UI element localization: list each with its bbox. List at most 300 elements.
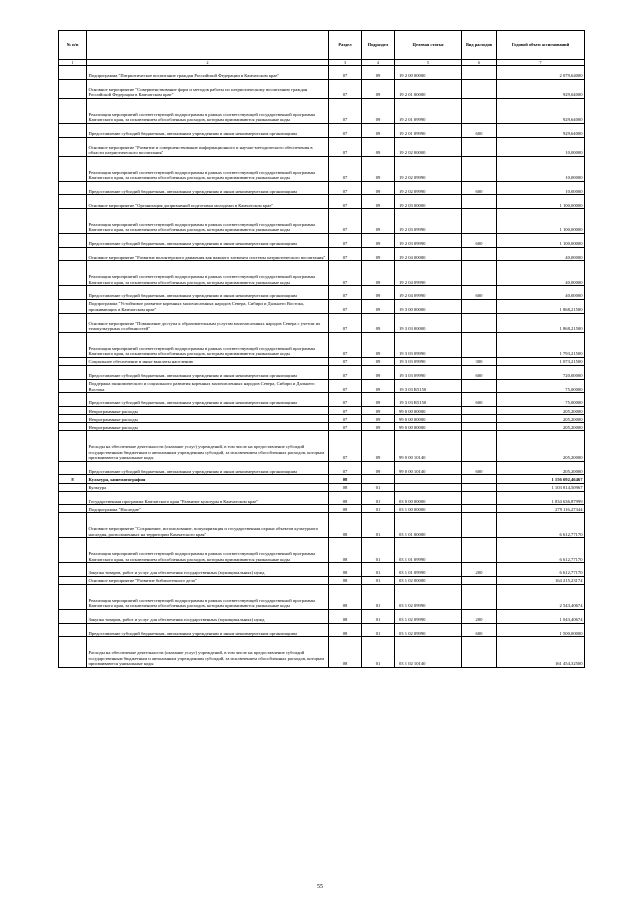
row-section: 08 (329, 563, 362, 577)
row-section: 07 (329, 299, 362, 313)
row-target: 03 1 02 10140 (395, 637, 462, 668)
row-expense-type: 200 (462, 609, 497, 623)
row-amount: 1 156 692,46467 (497, 475, 585, 483)
row-target: 19 3 03 09990 (395, 332, 462, 357)
table-row (59, 365, 585, 379)
row-expense-type (462, 261, 497, 286)
table-row (59, 505, 585, 513)
row-name: Основное мероприятие "Организация допризывной подготовки молодежи в Камчатском крае" (87, 195, 329, 209)
row-number (59, 513, 87, 538)
row-target: 19 2 03 09990 (395, 234, 462, 248)
row-name: Поддержка экономического и социального развития коренных малочисленных народов Севера, Сибири и Дальнего Востока (87, 379, 329, 393)
row-target: 19 3 03 09990 (395, 357, 462, 365)
row-number (59, 423, 87, 431)
row-subsection: 09 (362, 332, 395, 357)
row-number (59, 234, 87, 248)
row-subsection: 09 (362, 234, 395, 248)
row-number (59, 299, 87, 313)
row-number (59, 332, 87, 357)
table-row (59, 623, 585, 637)
table-row (59, 475, 585, 483)
row-name: Непрограммные расходы (87, 423, 329, 431)
row-number (59, 637, 87, 668)
row-amount: 929,64000 (497, 98, 585, 123)
row-expense-type (462, 247, 497, 261)
row-subsection: 09 (362, 156, 395, 181)
row-subsection: 01 (362, 585, 395, 610)
row-number (59, 623, 87, 637)
row-amount: 205,20000 (497, 407, 585, 415)
row-amount: 10,00000 (497, 181, 585, 195)
row-subsection: 09 (362, 365, 395, 379)
row-section: 07 (329, 423, 362, 431)
table-row (59, 123, 585, 137)
row-section: 07 (329, 234, 362, 248)
row-expense-type: 200 (462, 563, 497, 577)
row-expense-type (462, 585, 497, 610)
row-section: 08 (329, 491, 362, 505)
row-section: 07 (329, 379, 362, 393)
row-target: 19 3 03 R5150 (395, 393, 462, 407)
row-target: 19 2 02 09990 (395, 156, 462, 181)
row-subsection: 09 (362, 423, 395, 431)
row-subsection: 09 (362, 181, 395, 195)
row-section: 07 (329, 137, 362, 156)
row-amount: 1 868,21500 (497, 299, 585, 313)
col-index: 3 (329, 60, 362, 66)
row-name: Предоставление субсидий бюджетным, автономным учреждениям и иным некоммерческим организациям (87, 234, 329, 248)
row-amount: 10,00000 (497, 137, 585, 156)
table-row (59, 181, 585, 195)
row-target: 19 2 01 00000 (395, 79, 462, 98)
row-amount: 205,20000 (497, 415, 585, 423)
row-target: 03 1 01 09990 (395, 538, 462, 563)
row-section: 07 (329, 286, 362, 300)
row-name: Подпрограмма "Наследие" (87, 505, 329, 513)
row-subsection: 01 (362, 637, 395, 668)
table-row (59, 357, 585, 365)
table-row (59, 379, 585, 393)
row-section: 07 (329, 261, 362, 286)
row-name: Государственная программа Камчатского края "Развитие культуры в Камчатском крае" (87, 491, 329, 505)
table-row (59, 209, 585, 234)
row-section: 08 (329, 505, 362, 513)
row-amount: 1 100,00000 (497, 234, 585, 248)
col-header-vr: Вид расходов (462, 31, 497, 60)
row-name: Закупка товаров, работ и услуг для обеспечения государственных (муниципальных) нужд (87, 563, 329, 577)
row-section: 08 (329, 483, 362, 491)
row-number (59, 505, 87, 513)
row-name: Расходы на обеспечение деятельности (оказание услуг) учреждений, в том числе на предоставление субсидий государственным бюджетным и автономным учреждениям субсидий, за исключением обособленных расходов, которым присваиваются уникальные коды (87, 431, 329, 462)
row-amount: 1 043,40674 (497, 609, 585, 623)
row-expense-type (462, 98, 497, 123)
row-name: Закупка товаров, работ и услуг для обеспечения государственных (муниципальных) нужд (87, 609, 329, 623)
table-row (59, 332, 585, 357)
row-target: 19 2 00 00000 (395, 66, 462, 80)
row-number (59, 313, 87, 332)
row-section: 08 (329, 475, 362, 483)
row-name: Основное мероприятие "Развитие библиотечного дела" (87, 576, 329, 584)
row-amount: 1 500,00000 (497, 623, 585, 637)
row-number (59, 137, 87, 156)
row-section: 08 (329, 576, 362, 584)
row-expense-type (462, 491, 497, 505)
row-target: 03 1 02 09990 (395, 623, 462, 637)
row-subsection: 09 (362, 357, 395, 365)
row-amount: 205,20000 (497, 461, 585, 475)
row-amount: 75,00000 (497, 379, 585, 393)
row-amount: 1 073,21500 (497, 357, 585, 365)
col-header-section: Раздел (329, 31, 362, 60)
row-section: 07 (329, 195, 362, 209)
row-subsection: 09 (362, 461, 395, 475)
row-target: 03 1 02 09990 (395, 585, 462, 610)
row-name: Реализация мероприятий соответствующей подпрограммы в рамках соответствующей государственной программы Камчатского края, за исключением обособленных расходов, которым присваиваются уникальные коды (87, 98, 329, 123)
row-name: Расходы на обеспечение деятельности (оказание услуг) учреждений, в том числе на предоставление субсидий государственным бюджетным и автономным учреждениям субсидий, за исключением обособленных расходов, которым присваиваются уникальные коды (87, 637, 329, 668)
row-expense-type (462, 332, 497, 357)
row-amount: 40,00000 (497, 247, 585, 261)
row-subsection: 09 (362, 261, 395, 286)
row-expense-type (462, 299, 497, 313)
row-subsection: 01 (362, 505, 395, 513)
row-name: Предоставление субсидий бюджетным, автономным учреждениям и иным некоммерческим организациям (87, 461, 329, 475)
row-amount: 10,00000 (497, 156, 585, 181)
row-target: 19 3 03 R5150 (395, 379, 462, 393)
row-subsection: 01 (362, 513, 395, 538)
row-amount: 1 103 814,50967 (497, 483, 585, 491)
row-expense-type: 600 (462, 461, 497, 475)
row-subsection: 09 (362, 393, 395, 407)
row-expense-type (462, 538, 497, 563)
row-name: Предоставление субсидий бюджетным, автономным учреждениям и иным некоммерческим организациям (87, 365, 329, 379)
table-row (59, 407, 585, 415)
col-header-no: № п/п (59, 31, 87, 60)
row-subsection: 01 (362, 609, 395, 623)
row-name: Предоставление субсидий бюджетным, автономным учреждениям и иным некоммерческим организациям (87, 181, 329, 195)
row-target: 19 2 04 00000 (395, 247, 462, 261)
row-target: 19 2 02 00000 (395, 137, 462, 156)
budget-table (58, 30, 585, 668)
row-section: 08 (329, 609, 362, 623)
table-row (59, 483, 585, 491)
row-name: Непрограммные расходы (87, 415, 329, 423)
row-name: Непрограммные расходы (87, 407, 329, 415)
row-subsection: 01 (362, 623, 395, 637)
row-number (59, 538, 87, 563)
table-row (59, 66, 585, 80)
row-number (59, 415, 87, 423)
row-expense-type: 600 (462, 181, 497, 195)
row-target: 99 0 00 00000 (395, 423, 462, 431)
row-expense-type (462, 379, 497, 393)
table-row (59, 538, 585, 563)
row-number (59, 393, 87, 407)
row-amount: 1 100,00000 (497, 195, 585, 209)
row-number (59, 585, 87, 610)
row-name: Реализация мероприятий соответствующей подпрограммы в рамках соответствующей государственной программы Камчатского края, за исключением обособленных расходов, которым присваиваются уникальные коды (87, 538, 329, 563)
row-subsection: 09 (362, 299, 395, 313)
row-expense-type: 600 (462, 393, 497, 407)
row-section: 08 (329, 585, 362, 610)
row-amount: 164 215,23174 (497, 576, 585, 584)
row-name: Реализация мероприятий соответствующей подпрограммы в рамках соответствующей государственной программы Камчатского края, за исключением обособленных расходов, которым присваиваются уникальные коды (87, 332, 329, 357)
row-amount: 1 100,00000 (497, 209, 585, 234)
row-target: 19 2 03 09990 (395, 209, 462, 234)
row-expense-type (462, 576, 497, 584)
table-row (59, 299, 585, 313)
row-subsection: 01 (362, 563, 395, 577)
row-section: 07 (329, 79, 362, 98)
row-name: Основное мероприятие "Сохранение, использование, популяризация и государственная охрана объектов культурного наследия, расположенных на территории Камчатского края" (87, 513, 329, 538)
row-expense-type (462, 505, 497, 513)
row-number (59, 66, 87, 80)
table-row (59, 137, 585, 156)
row-amount: 6 612,77170 (497, 563, 585, 577)
row-section: 07 (329, 407, 362, 415)
row-name: Культура, кинематография (87, 475, 329, 483)
col-index: 5 (395, 60, 462, 66)
row-expense-type: 600 (462, 365, 497, 379)
row-number (59, 365, 87, 379)
table-header-row (59, 31, 585, 60)
row-number (59, 407, 87, 415)
table-row (59, 261, 585, 286)
page-number: 55 (317, 884, 323, 890)
row-target: 99 0 00 10140 (395, 461, 462, 475)
row-subsection: 09 (362, 313, 395, 332)
row-expense-type (462, 483, 497, 491)
row-expense-type (462, 431, 497, 462)
row-section: 08 (329, 538, 362, 563)
row-amount: 1 868,21500 (497, 313, 585, 332)
row-expense-type: 600 (462, 623, 497, 637)
row-section: 07 (329, 98, 362, 123)
col-header-subsection: Подраздел (362, 31, 395, 60)
row-number (59, 156, 87, 181)
row-target: 99 0 00 10140 (395, 431, 462, 462)
row-name: Основное мероприятие "Развитие и совершенствование информационного и научно-методического обеспечения в области патриотического воспитания" (87, 137, 329, 156)
table-row (59, 247, 585, 261)
row-expense-type (462, 137, 497, 156)
row-section: 07 (329, 357, 362, 365)
row-number (59, 483, 87, 491)
row-name: Подпрограмма "Патриотическое воспитание граждан Российской Федерации в Камчатском крае" (87, 66, 329, 80)
row-expense-type (462, 156, 497, 181)
row-subsection: 01 (362, 576, 395, 584)
table-row (59, 563, 585, 577)
table-row (59, 286, 585, 300)
row-number (59, 195, 87, 209)
table-row (59, 79, 585, 98)
row-name: Социальное обеспечение и иные выплаты населению (87, 357, 329, 365)
row-subsection: 09 (362, 66, 395, 80)
table-row (59, 156, 585, 181)
row-section: 07 (329, 247, 362, 261)
col-index: 6 (462, 60, 497, 66)
row-subsection: 09 (362, 247, 395, 261)
row-number (59, 98, 87, 123)
row-section: 07 (329, 415, 362, 423)
table-row (59, 393, 585, 407)
row-subsection: 09 (362, 195, 395, 209)
row-name: Основное мероприятие "Совершенствование форм и методов работы по патриотическому воспитанию граждан Российской Федерации в Камчатском крае" (87, 79, 329, 98)
row-number (59, 357, 87, 365)
row-name: Реализация мероприятий соответствующей подпрограммы в рамках соответствующей государственной программы Камчатского края, за исключением обособленных расходов, которым присваиваются уникальные коды (87, 156, 329, 181)
row-target: 03 1 00 00000 (395, 505, 462, 513)
row-subsection: 01 (362, 483, 395, 491)
row-number (59, 286, 87, 300)
row-target: 19 2 01 09990 (395, 123, 462, 137)
row-expense-type (462, 195, 497, 209)
row-number (59, 261, 87, 286)
row-subsection: 09 (362, 415, 395, 423)
row-target: 19 3 03 00000 (395, 313, 462, 332)
col-index: 2 (87, 60, 329, 66)
row-section: 07 (329, 123, 362, 137)
row-amount: 205,20000 (497, 431, 585, 462)
row-expense-type: 600 (462, 123, 497, 137)
row-subsection: 01 (362, 538, 395, 563)
row-expense-type: 600 (462, 234, 497, 248)
row-subsection: 09 (362, 98, 395, 123)
row-target: 19 2 03 00000 (395, 195, 462, 209)
row-amount: 929,64000 (497, 79, 585, 98)
row-number (59, 79, 87, 98)
row-target: 03 1 01 00000 (395, 513, 462, 538)
row-number (59, 123, 87, 137)
row-section: 08 (329, 513, 362, 538)
table-row (59, 461, 585, 475)
row-subsection: 01 (362, 491, 395, 505)
row-name: Подпрограмма "Устойчивое развитие коренных малочисленных народов Севера, Сибири и Дальнего Востока, проживающих в Камчатском крае" (87, 299, 329, 313)
row-amount: 1 793,21500 (497, 332, 585, 357)
row-section: 08 (329, 623, 362, 637)
row-amount: 6 612,77170 (497, 513, 585, 538)
row-section: 07 (329, 313, 362, 332)
row-expense-type (462, 66, 497, 80)
table-row (59, 431, 585, 462)
row-subsection: 09 (362, 209, 395, 234)
table-row (59, 585, 585, 610)
row-number: 8 (59, 475, 87, 483)
row-expense-type: 600 (462, 286, 497, 300)
row-name: Реализация мероприятий соответствующей подпрограммы в рамках соответствующей государственной программы Камчатского края, за исключением обособленных расходов, которым присваиваются уникальные коды (87, 209, 329, 234)
table-row (59, 195, 585, 209)
row-subsection (362, 475, 395, 483)
row-amount: 720,00000 (497, 365, 585, 379)
table-row (59, 491, 585, 505)
row-number (59, 609, 87, 623)
row-target: 19 2 04 09990 (395, 286, 462, 300)
row-expense-type: 300 (462, 357, 497, 365)
row-section: 07 (329, 461, 362, 475)
row-expense-type (462, 209, 497, 234)
table-row (59, 513, 585, 538)
row-target (395, 483, 462, 491)
row-amount: 2 079,64000 (497, 66, 585, 80)
row-section: 07 (329, 209, 362, 234)
row-amount: 6 612,77170 (497, 538, 585, 563)
table-row (59, 98, 585, 123)
row-expense-type (462, 407, 497, 415)
row-subsection: 09 (362, 79, 395, 98)
row-name: Реализация мероприятий соответствующей подпрограммы в рамках соответствующей государственной программы Камчатского края, за исключением обособленных расходов, которым присваиваются уникальные коды (87, 261, 329, 286)
table-row (59, 313, 585, 332)
row-name: Предоставление субсидий бюджетным, автономным учреждениям и иным некоммерческим организациям (87, 623, 329, 637)
table-row (59, 423, 585, 431)
row-number (59, 379, 87, 393)
row-subsection: 09 (362, 123, 395, 137)
col-index: 4 (362, 60, 395, 66)
row-expense-type (462, 513, 497, 538)
row-section: 07 (329, 393, 362, 407)
row-number (59, 247, 87, 261)
row-target: 19 2 01 09990 (395, 98, 462, 123)
row-section: 07 (329, 431, 362, 462)
row-name: Реализация мероприятий соответствующей подпрограммы в рамках соответствующей государственной программы Камчатского края, за исключением обособленных расходов, которым присваиваются уникальные коды (87, 585, 329, 610)
row-number (59, 181, 87, 195)
row-amount: 1 034 636,87999 (497, 491, 585, 505)
row-expense-type (462, 475, 497, 483)
row-amount: 279 116,27344 (497, 505, 585, 513)
row-section: 07 (329, 332, 362, 357)
row-number (59, 563, 87, 577)
col-index: 7 (497, 60, 585, 66)
row-target (395, 475, 462, 483)
row-name: Основное мероприятие "Развитие волонтерского движения как важного элемента системы патриотического воспитания" (87, 247, 329, 261)
row-amount: 929,64000 (497, 123, 585, 137)
table-row (59, 637, 585, 668)
row-target: 03 1 02 09990 (395, 609, 462, 623)
row-subsection: 09 (362, 431, 395, 462)
col-index: 1 (59, 60, 87, 66)
row-subsection: 09 (362, 407, 395, 415)
row-section: 07 (329, 66, 362, 80)
row-subsection: 09 (362, 137, 395, 156)
row-number (59, 461, 87, 475)
row-name: Культура (87, 483, 329, 491)
row-expense-type (462, 313, 497, 332)
col-header-target: Целевая статья (395, 31, 462, 60)
row-target: 19 2 02 09990 (395, 181, 462, 195)
table-body (59, 60, 585, 668)
row-expense-type (462, 423, 497, 431)
row-expense-type (462, 637, 497, 668)
row-section: 07 (329, 181, 362, 195)
row-section: 07 (329, 156, 362, 181)
row-name: Предоставление субсидий бюджетным, автономным учреждениям и иным некоммерческим организациям (87, 286, 329, 300)
table-row (59, 415, 585, 423)
table-row (59, 234, 585, 248)
row-amount: 2 543,40674 (497, 585, 585, 610)
row-target: 19 2 04 09990 (395, 261, 462, 286)
row-amount: 75,00000 (497, 393, 585, 407)
row-expense-type (462, 79, 497, 98)
row-number (59, 209, 87, 234)
row-target: 99 0 00 00000 (395, 415, 462, 423)
row-amount: 205,20000 (497, 423, 585, 431)
row-amount: 40,00000 (497, 286, 585, 300)
row-target: 99 0 00 00000 (395, 407, 462, 415)
row-subsection: 09 (362, 286, 395, 300)
row-amount: 40,00000 (497, 261, 585, 286)
row-expense-type (462, 415, 497, 423)
row-target: 03 0 00 00000 (395, 491, 462, 505)
table-row (59, 609, 585, 623)
row-target: 03 1 02 00000 (395, 576, 462, 584)
col-header-amount: Годовой объем ассигнований (497, 31, 585, 60)
table-row (59, 576, 585, 584)
